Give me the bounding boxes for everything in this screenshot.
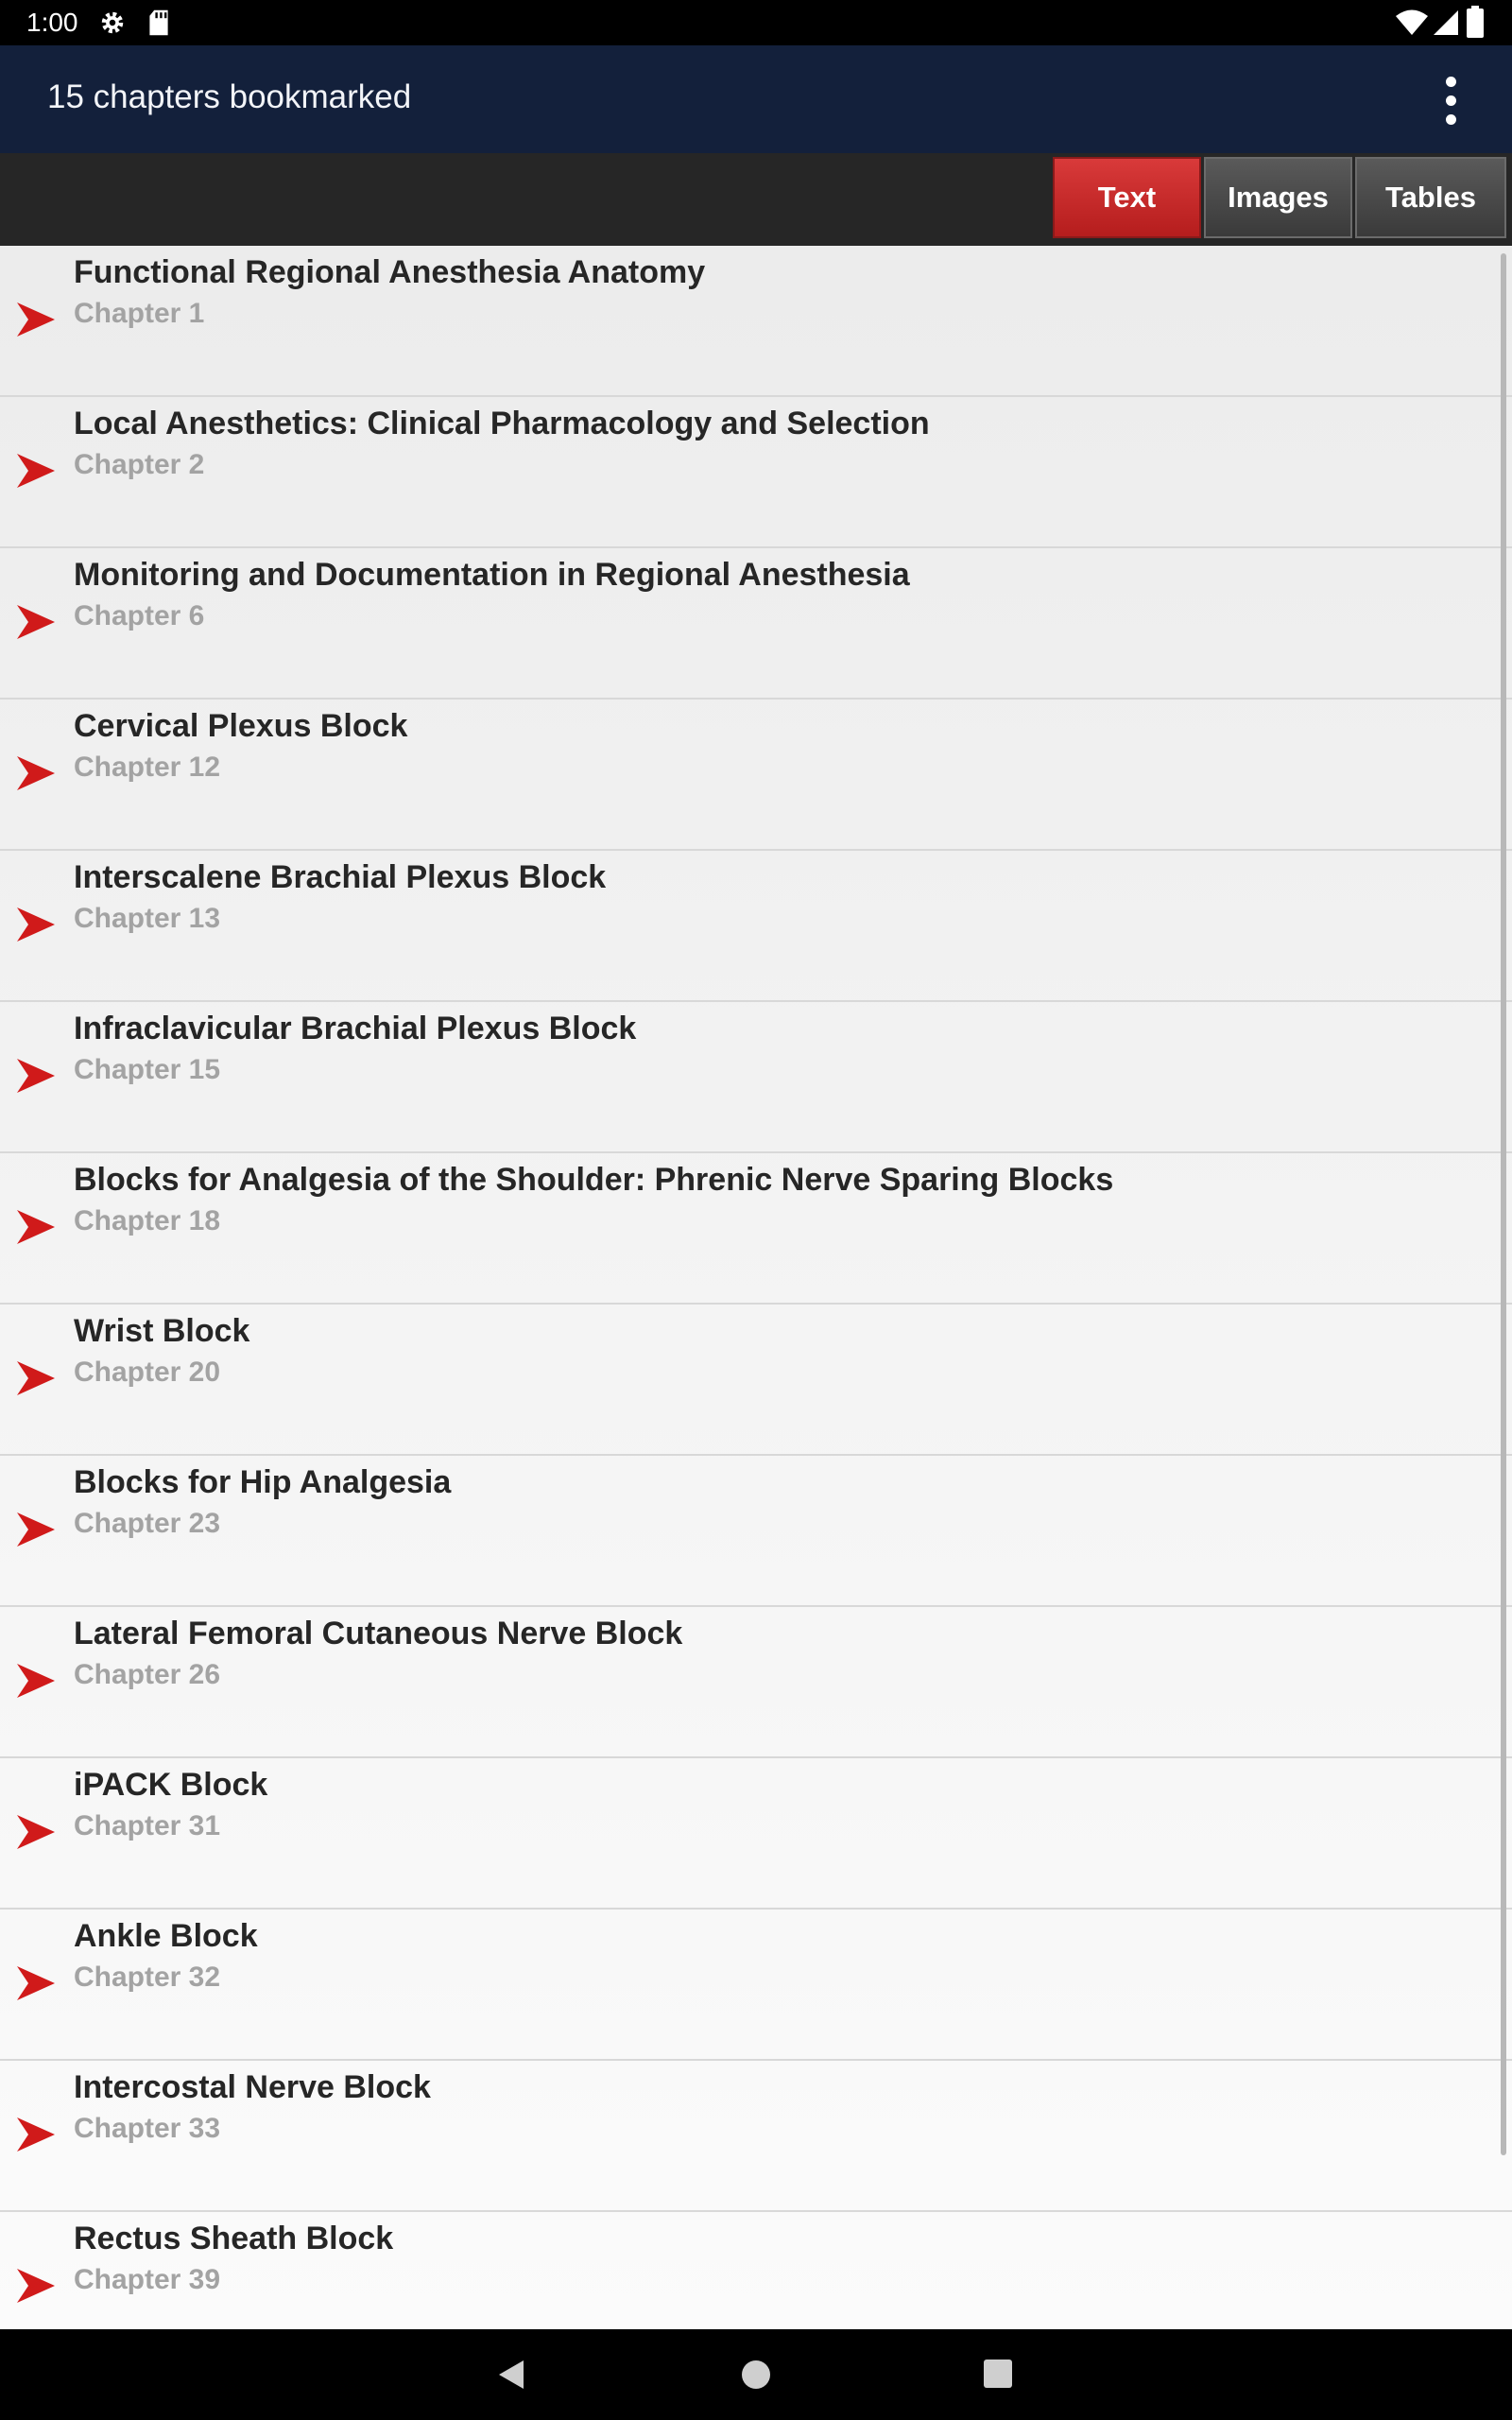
chapter-title: Blocks for Analgesia of the Shoulder: Phrenic Nerve Sparing Blocks: [74, 1162, 1114, 1198]
signal-icon: [1433, 9, 1459, 36]
chapter-number: Chapter 39: [74, 2264, 221, 2295]
chapter-number: Chapter 12: [74, 752, 221, 783]
list-item[interactable]: [0, 246, 1512, 397]
chapter-title: Ankle Block: [74, 1918, 258, 1954]
chapter-number: Chapter 32: [74, 1962, 221, 1993]
chapter-list: [0, 246, 1512, 2329]
list-item[interactable]: [0, 1456, 1512, 1607]
page-title: 15 chapters bookmarked: [47, 78, 412, 115]
home-icon[interactable]: [739, 2358, 773, 2392]
chevron-right-icon: [15, 752, 57, 794]
chapter-number: Chapter 33: [74, 2113, 221, 2144]
navigation-bar: [0, 2329, 1512, 2420]
tab-tables[interactable]: Tables: [1355, 157, 1506, 238]
chapter-number: Chapter 1: [74, 298, 205, 329]
list-item[interactable]: [0, 1153, 1512, 1305]
chapter-title: Blocks for Hip Analgesia: [74, 1464, 452, 1500]
recents-icon[interactable]: [982, 2358, 1014, 2390]
chevron-right-icon: [15, 1055, 57, 1097]
chevron-right-icon: [15, 904, 57, 945]
chapter-number: Chapter 6: [74, 600, 205, 631]
list-item[interactable]: [0, 2061, 1512, 2212]
chevron-right-icon: [15, 1206, 57, 1248]
status-time: 1:00: [26, 8, 78, 37]
list-item[interactable]: [0, 397, 1512, 548]
wifi-icon: [1395, 9, 1429, 36]
chapter-title: iPACK Block: [74, 1767, 268, 1803]
chevron-right-icon: [15, 1357, 57, 1399]
chapter-title: Monitoring and Documentation in Regional Anesthesia: [74, 557, 910, 593]
chapter-number: Chapter 2: [74, 449, 205, 480]
status-bar: [0, 0, 1512, 45]
list-item[interactable]: [0, 1607, 1512, 1758]
chevron-right-icon: [15, 1509, 57, 1550]
chevron-right-icon: [15, 2265, 57, 2307]
chapter-number: Chapter 15: [74, 1054, 221, 1085]
chapter-title: Interscalene Brachial Plexus Block: [74, 859, 607, 895]
tab-text[interactable]: Text: [1053, 157, 1201, 238]
chapter-title: Functional Regional Anesthesia Anatomy: [74, 254, 706, 290]
chapter-title: Local Anesthetics: Clinical Pharmacology and Selection: [74, 406, 930, 441]
chapter-number: Chapter 20: [74, 1357, 221, 1388]
chevron-right-icon: [15, 601, 57, 643]
chevron-right-icon: [15, 1660, 57, 1702]
chevron-right-icon: [15, 1962, 57, 2004]
scrollbar[interactable]: [1501, 253, 1506, 2155]
chapter-number: Chapter 26: [74, 1659, 221, 1690]
list-item[interactable]: [0, 1758, 1512, 1910]
list-item[interactable]: [0, 851, 1512, 1002]
tab-strip: [0, 153, 1512, 246]
back-icon[interactable]: [495, 2358, 529, 2392]
sd-card-icon: [147, 9, 170, 37]
chapter-title: Cervical Plexus Block: [74, 708, 408, 744]
chevron-right-icon: [15, 1811, 57, 1853]
chapter-title: Rectus Sheath Block: [74, 2221, 394, 2256]
list-item[interactable]: [0, 2212, 1512, 2329]
chapter-title: Intercostal Nerve Block: [74, 2069, 431, 2105]
battery-icon: [1467, 6, 1484, 38]
chapter-number: Chapter 18: [74, 1205, 221, 1236]
chapter-title: Wrist Block: [74, 1313, 250, 1349]
list-item[interactable]: [0, 1002, 1512, 1153]
chevron-right-icon: [15, 450, 57, 492]
list-item[interactable]: [0, 1305, 1512, 1456]
chevron-right-icon: [15, 2114, 57, 2155]
app-bar: [0, 45, 1512, 153]
list-item[interactable]: [0, 700, 1512, 851]
chapter-number: Chapter 13: [74, 903, 221, 934]
chevron-right-icon: [15, 299, 57, 340]
tab-images[interactable]: Images: [1204, 157, 1352, 238]
list-item[interactable]: [0, 1910, 1512, 2061]
settings-icon: [98, 9, 127, 37]
list-item[interactable]: [0, 548, 1512, 700]
chapter-title: Lateral Femoral Cutaneous Nerve Block: [74, 1616, 683, 1651]
chapter-number: Chapter 31: [74, 1810, 221, 1841]
more-vert-icon[interactable]: [1427, 72, 1474, 129]
chapter-number: Chapter 23: [74, 1508, 221, 1539]
chapter-title: Infraclavicular Brachial Plexus Block: [74, 1011, 637, 1046]
